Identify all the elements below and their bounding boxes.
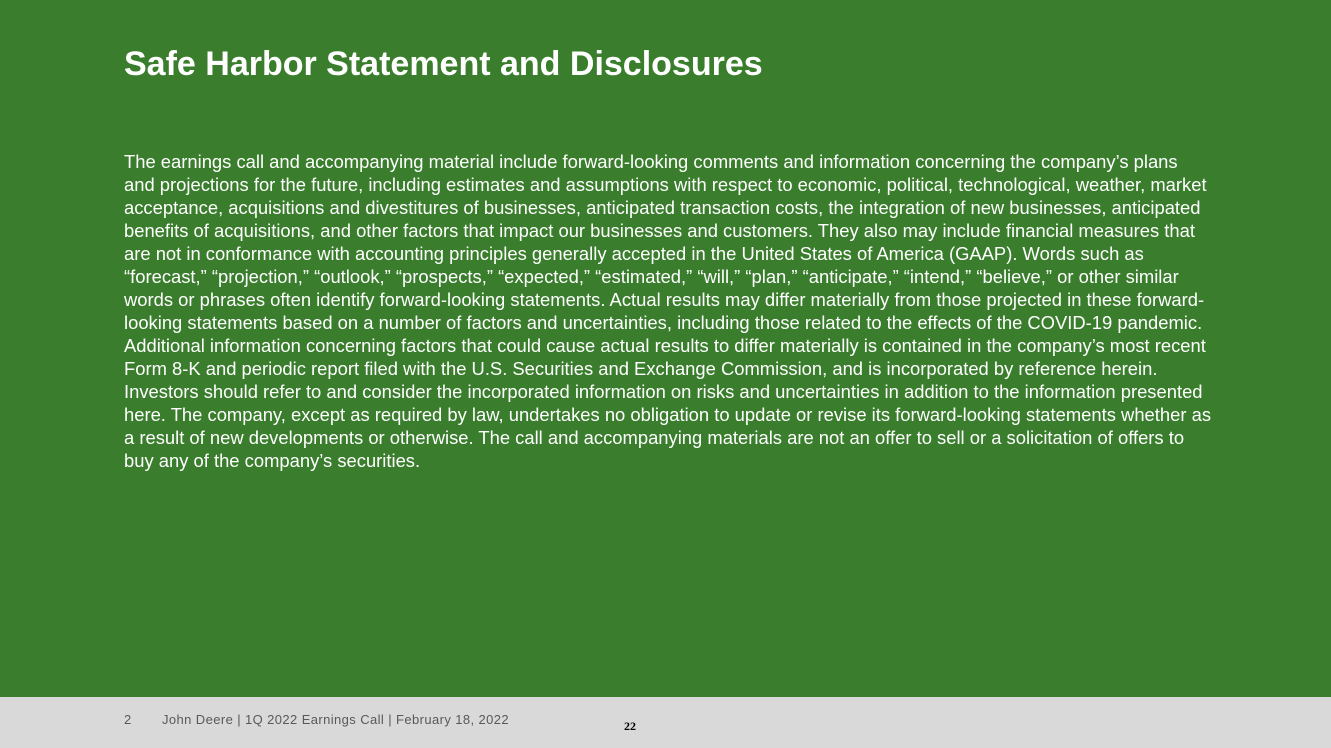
footer-caption: John Deere | 1Q 2022 Earnings Call | February 18, 2022 (162, 712, 510, 727)
safe-harbor-paragraph: The earnings call and accompanying material include forward-looking comments and information concerning the company’s plans and projections for the future, including estimates and assumptions with respect to economic, political, technological, weather, market acceptance, acquisitions and divestitures of businesses, anticipated transaction costs, the integration of new businesses, anticipated benefits of acquisitions, and other factors that impact our businesses and customers. They also may include financial measures that are not in conformance with accounting principles generally accepted in the United States of America (GAAP). Words such as “forecast,” “projection,” “outlook,” “prospects,” “expected,” “estimated,” “will,” “plan,” “anticipate,” “intend,” “believe,” or other similar words or phrases often identify forward-looking statements. Actual results may differ materially from those projected in these forward-looking statements based on a number of factors and uncertainties, including those related to the effects of the COVID-19 pandemic. Additional information concerning factors that could cause actual results to differ materially is contained in the company’s most recent Form 8-K and periodic report filed with the U.S. Securities and Exchange Commission, and is incorporated by reference herein. Investors should refer to and consider the incorporated information on risks and uncertainties in addition to the information presented here. The company, except as required by law, undertakes no obligation to update or revise its forward-looking statements whether as a result of new developments or otherwise. The call and accompanying materials are not an offer to sell or a solicitation of offers to buy any of the company’s securities. (124, 151, 1212, 471)
slide-number: 22 (624, 719, 636, 733)
slide-title: Safe Harbor Statement and Disclosures (124, 45, 763, 83)
footer-page-number: 2 (124, 712, 132, 727)
slide-footer (0, 697, 1331, 748)
